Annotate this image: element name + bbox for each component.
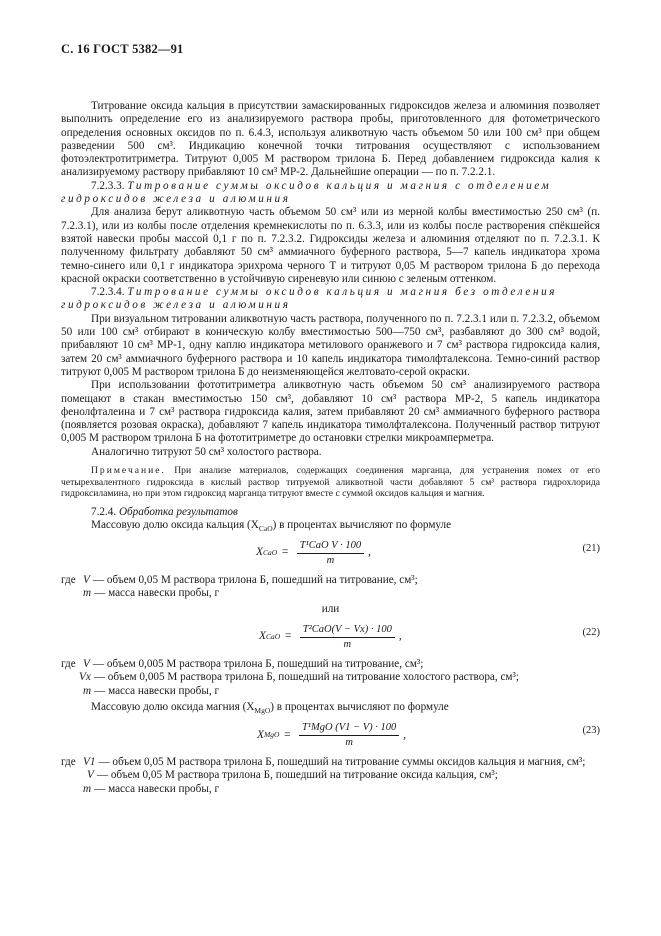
f21-tail: , — [368, 546, 371, 559]
f21-number: (21) — [582, 543, 600, 555]
formula-21: X CaO = $\frac{\text{T¹CaO V · 100}}{m}$ , (21) — [256, 539, 600, 566]
cao-intro-text: Массовую долю оксида кальция (X — [91, 518, 259, 531]
mgo-intro-text: Массовую долю оксида магния (X — [91, 700, 255, 713]
defs21-gde: где — [61, 574, 76, 587]
formula-23: X MgO = $\frac{\text{T¹MgO (V1 − V) · 100}}{m}$ , (23) — [257, 721, 600, 748]
defs23-sym-1: V — [87, 769, 94, 782]
section-7233-title-b: гидроксидов железа и алюминия — [61, 193, 291, 206]
note-label: Примечание. — [91, 465, 166, 477]
mgo-sub: MgO — [254, 706, 271, 716]
f21-denominator: m — [326, 554, 335, 566]
f22-numerator: T²CaO(V − Vx) · 100 — [300, 624, 395, 638]
page-header: С. 16 ГОСТ 5382—91 — [61, 42, 184, 56]
f23-denominator: m — [345, 736, 353, 748]
paragraph-blank: Аналогично титруют 50 см³ холостого раствора. — [91, 445, 322, 458]
defs22-text-2: — масса навески пробы, г — [94, 684, 220, 697]
section-7233-title-a: Титрование суммы оксидов кальция и магния с отделением — [127, 179, 552, 192]
document-body — [61, 100, 600, 796]
section-7234-number: 7.2.3.4. — [91, 286, 125, 299]
f22-number: (22) — [582, 627, 600, 638]
f22-denominator: m — [343, 638, 352, 650]
defs23-sym-2: m — [83, 782, 92, 795]
defs21-text-1: — масса навески пробы, г — [94, 587, 220, 600]
or-text: или — [321, 602, 340, 615]
paragraph-mgo-intro — [61, 701, 600, 714]
f23-number: (23) — [582, 725, 600, 737]
formula-22: X CaO = $\frac{\text{T²CaO(V − Vx) · 100}}{m}$ , (22) — [259, 623, 600, 650]
defs-22 — [61, 658, 600, 698]
f23-numerator: T¹MgO (V1 − V) · 100 — [299, 722, 399, 736]
defs22-text-0: — объем 0,005 М раствора трилона Б, пошедший на титрование, см³; — [92, 658, 424, 670]
defs-21 — [61, 574, 600, 601]
defs23-text-0: — объем 0,05 М раствора трилона Б, пошедший на титрование суммы оксидов кальция и магния, см³; — [98, 756, 586, 769]
mgo-intro-end: ) в процентах вычисляют по формуле — [270, 700, 449, 713]
cao-intro-end: ) в процентах вычисляют по формуле — [272, 518, 452, 531]
defs22-gde: где — [61, 658, 76, 670]
f22-lhs: X — [259, 630, 267, 643]
defs22-text-1: — объем 0,005 М раствора трилона Б, пошедший на титрование холостого раствора, см³; — [93, 671, 519, 684]
section-7233-number: 7.2.3.3. — [91, 179, 125, 192]
defs22-sym-2: m — [83, 684, 92, 697]
defs23-text-2: — масса навески пробы, г — [94, 782, 220, 795]
paragraph-7234-photo: При использовании фототитриметра аликвотную часть объемом 50 см³ анализируемого раствора помещают в стакан вместимостью 150 см³, добавляют 10 см³ раствора МР-2, 5 капель индикатора фенолфталеина и 7 см³ раствора гидроксида калия, затем прибавляют 20 см³ аммиачного буферного раствора (появляется розовая окраска), добавляют 7 капель индикатора тимолфталексона. Полученный раствор титруют 0,005 М раствором трилона Б на фототитриметре до остановки стрелки микроамперметра. — [61, 379, 600, 445]
section-724-title: Обработка результатов — [118, 505, 238, 518]
defs-23 — [61, 756, 600, 796]
paragraph-7234-visual: При визуальном титровании аликвотную часть раствора, полученного по п. 7.2.3.1 или п. 7.2.3.2, объемом 50 или 100 см³ отбирают в коническую колбу вместимостью 500—750 см³, разбавляют до 300 см³ водой, прибавляют 10 см³ МР-1, одну каплю индикатора метилового оранжевого и 7 см³ раствора гидроксида калия, затем 20 см³ аммиачного буферного раствора и 10 капель индикатора тимолфталексона. Темно-синий раствор титруют 0,005 М раствором трилона Б до неизменяющейся желтовато-серой окраски. — [61, 312, 600, 378]
f21-lhs: X — [256, 546, 264, 559]
paragraph-7233: Для анализа берут аликвотную часть объемом 50 см³ или из мерной колбы вместимостью 250 см³ (п. 7.2.3.1), или из колбы после отделения кремнекислоты по п. 6.3.3, или из колбы после растворения спёкшейся взятой навески пробы массой 0,1 г по п. 7.2.3.2. Гидроксиды железа и алюминия отделяют по п. 7.2.3.1. К полученному фильтрату добавляют 50 см³ аммиачного буферного раствора, 5—7 капель индикатора хрома темно-синего или 0,1 г индикатора эрихрома черного Т и титруют 0,05 М раствором трилона Б до перехода красной окраски соответственно в устойчивую сиреневую или синюю с зеленым оттенком. — [61, 206, 600, 285]
defs23-gde: где — [61, 756, 76, 769]
defs22-sym-0: V — [83, 658, 90, 670]
note — [61, 465, 600, 500]
note-text: При анализе материалов, содержащих соединения марганца, для устранения помех от его четырехвалентного гидроксида в кислый раствор титруемой аликвотной части добавляют 5 см³ раствора гидрохлорида гидроксиламина, но при этом гидроксид марганца титруют вместе с суммой оксидов кальция и магния. — [61, 465, 600, 500]
f22-tail: , — [398, 630, 402, 643]
paragraph-intro: Титрование оксида кальция в присутствии замаскированных гидроксидов железа и алюминия позволяет выполнить определение его из анализируемого раствора пробы, приготовленного для фотометрического определения основных оксидов по п. 6.4.3, используя аликвотную часть объемом 50 или 100 см³ при общем разведении 500 см³. Индикацию конечной точки титрования осуществляют с использованием фотоэлектротитриметра. Титруют 0,005 М раствором трилона Б. Перед добавлением гидроксида калия к анализируемому раствору прибавляют 10 см³ МР-2. Дальнейшие операции — по п. 7.2.2.1. — [61, 100, 600, 179]
defs21-sym-1: m — [83, 587, 92, 600]
f23-lhs: X — [257, 728, 265, 741]
cao-sub: CaO — [258, 524, 273, 534]
section-724-heading — [61, 506, 600, 519]
section-7234-heading — [61, 286, 600, 313]
section-7234-title-b: гидроксидов железа и алюминия — [61, 299, 291, 312]
defs22-sym-1: Vx — [79, 671, 91, 684]
section-7233-heading — [61, 180, 600, 207]
defs23-text-1: — объем 0,05 М раствора трилона Б, пошедший на титрование оксида кальция, см³; — [96, 769, 498, 782]
f23-tail: , — [403, 728, 407, 741]
defs21-text-0: — объем 0,05 М раствора трилона Б, пошедший на титрование, см³; — [92, 574, 418, 587]
paragraph-cao-intro — [61, 519, 600, 532]
f21-numerator: T¹CaO V · 100 — [297, 540, 364, 554]
defs23-sym-0: V1 — [83, 756, 96, 769]
defs21-sym-0: V — [83, 574, 90, 587]
section-7234-title-a: Титрование суммы оксидов кальция и магния без отделения — [127, 286, 558, 299]
section-724-number: 7.2.4. — [91, 505, 117, 518]
